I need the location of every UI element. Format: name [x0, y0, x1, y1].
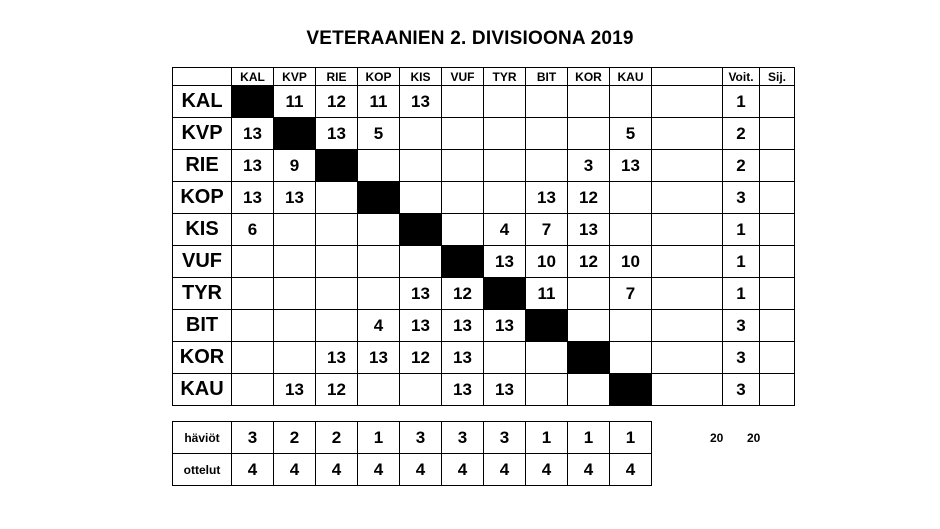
column-header: RIE: [316, 68, 358, 86]
score-cell: [400, 150, 442, 182]
score-cell: 5: [610, 118, 652, 150]
self-match-cell: [358, 182, 400, 214]
score-cell: [400, 182, 442, 214]
self-match-cell: [274, 118, 316, 150]
sij-cell: [760, 278, 795, 310]
total-wins: 20: [747, 431, 761, 445]
voit-cell: 3: [723, 310, 760, 342]
score-cell: 13: [232, 118, 274, 150]
games-cell: 4: [274, 454, 316, 486]
losses-cell: 2: [316, 422, 358, 454]
score-cell: [442, 182, 484, 214]
self-match-cell: [484, 278, 526, 310]
sij-cell: [760, 86, 795, 118]
sij-cell: [760, 214, 795, 246]
score-cell: [610, 342, 652, 374]
score-cell: [568, 310, 610, 342]
score-cell: [400, 374, 442, 406]
score-cell: 7: [526, 214, 568, 246]
voit-cell: 1: [723, 246, 760, 278]
team-label: KAL: [173, 86, 232, 118]
blank-cell: [652, 246, 723, 278]
losses-cell: 2: [274, 422, 316, 454]
score-cell: [610, 182, 652, 214]
blank-cell: [652, 342, 723, 374]
games-cell: 4: [358, 454, 400, 486]
table-row: [173, 342, 795, 374]
table-row: [173, 150, 795, 182]
score-cell: 13: [358, 342, 400, 374]
blank-cell: [652, 182, 723, 214]
games-cell: 4: [610, 454, 652, 486]
team-label: KOP: [173, 182, 232, 214]
score-cell: [484, 150, 526, 182]
score-cell: [610, 86, 652, 118]
team-label: BIT: [173, 310, 232, 342]
results-table: [172, 67, 795, 406]
sij-cell: [760, 246, 795, 278]
score-cell: [316, 214, 358, 246]
score-cell: [232, 310, 274, 342]
blank-cell: [652, 214, 723, 246]
score-cell: [274, 246, 316, 278]
score-cell: 13: [274, 374, 316, 406]
score-cell: [316, 246, 358, 278]
score-cell: 13: [442, 310, 484, 342]
score-cell: 13: [232, 182, 274, 214]
voit-cell: 1: [723, 278, 760, 310]
summary-table: [172, 421, 652, 486]
score-cell: 12: [442, 278, 484, 310]
score-cell: 12: [568, 246, 610, 278]
score-cell: [610, 310, 652, 342]
score-cell: [568, 278, 610, 310]
score-cell: [484, 118, 526, 150]
losses-cell: 1: [568, 422, 610, 454]
score-cell: [358, 246, 400, 278]
blank-cell: [652, 278, 723, 310]
sij-cell: [760, 374, 795, 406]
score-cell: 13: [400, 310, 442, 342]
table-row: [173, 278, 795, 310]
column-header: KOP: [358, 68, 400, 86]
table-row: [173, 118, 795, 150]
score-cell: [358, 214, 400, 246]
table-row: [173, 86, 795, 118]
score-cell: 5: [358, 118, 400, 150]
sij-header: Sij.: [760, 68, 795, 86]
score-cell: [316, 310, 358, 342]
table-row: [173, 214, 795, 246]
score-cell: 13: [484, 246, 526, 278]
page-title: VETERAANIEN 2. DIVISIOONA 2019: [306, 28, 634, 49]
column-header: KOR: [568, 68, 610, 86]
score-cell: [568, 374, 610, 406]
voit-cell: 1: [723, 214, 760, 246]
losses-cell: 3: [484, 422, 526, 454]
score-cell: [232, 342, 274, 374]
score-cell: 12: [316, 374, 358, 406]
score-cell: [442, 214, 484, 246]
self-match-cell: [526, 310, 568, 342]
self-match-cell: [400, 214, 442, 246]
team-label: KVP: [173, 118, 232, 150]
column-header: KAU: [610, 68, 652, 86]
blank-cell: [652, 310, 723, 342]
score-cell: [526, 118, 568, 150]
team-label: RIE: [173, 150, 232, 182]
sij-cell: [760, 150, 795, 182]
score-cell: [568, 86, 610, 118]
losses-cell: 3: [232, 422, 274, 454]
self-match-cell: [442, 246, 484, 278]
self-match-cell: [610, 374, 652, 406]
column-header: BIT: [526, 68, 568, 86]
score-cell: [232, 246, 274, 278]
team-label: VUF: [173, 246, 232, 278]
score-cell: [442, 118, 484, 150]
games-cell: 4: [442, 454, 484, 486]
team-label: KAU: [173, 374, 232, 406]
losses-row: [173, 422, 652, 454]
column-header: KIS: [400, 68, 442, 86]
score-cell: [568, 118, 610, 150]
team-label: TYR: [173, 278, 232, 310]
score-cell: 13: [400, 278, 442, 310]
score-cell: 13: [316, 342, 358, 374]
score-cell: 6: [232, 214, 274, 246]
score-cell: 11: [274, 86, 316, 118]
score-cell: [232, 374, 274, 406]
score-cell: [274, 342, 316, 374]
score-cell: [316, 182, 358, 214]
score-cell: [442, 86, 484, 118]
voit-cell: 1: [723, 86, 760, 118]
score-cell: [610, 214, 652, 246]
games-label: ottelut: [173, 454, 232, 486]
blank-cell: [652, 150, 723, 182]
score-cell: [274, 310, 316, 342]
score-cell: [526, 86, 568, 118]
column-header: KVP: [274, 68, 316, 86]
losses-label: häviöt: [173, 422, 232, 454]
score-cell: 13: [442, 342, 484, 374]
score-cell: 10: [526, 246, 568, 278]
sij-cell: [760, 118, 795, 150]
voit-header: Voit.: [723, 68, 760, 86]
losses-cell: 1: [526, 422, 568, 454]
self-match-cell: [568, 342, 610, 374]
games-cell: 4: [400, 454, 442, 486]
losses-cell: 1: [358, 422, 400, 454]
score-cell: 13: [232, 150, 274, 182]
score-cell: [442, 150, 484, 182]
score-cell: 13: [610, 150, 652, 182]
header-row: [173, 68, 795, 86]
score-cell: 13: [442, 374, 484, 406]
sij-cell: [760, 310, 795, 342]
team-label: KIS: [173, 214, 232, 246]
score-cell: [358, 374, 400, 406]
voit-cell: 2: [723, 118, 760, 150]
games-cell: 4: [484, 454, 526, 486]
score-cell: 12: [568, 182, 610, 214]
score-cell: [232, 278, 274, 310]
total-losses: 20: [710, 431, 724, 445]
score-cell: [358, 150, 400, 182]
column-header: VUF: [442, 68, 484, 86]
table-row: [173, 246, 795, 278]
score-cell: [274, 214, 316, 246]
score-cell: [484, 86, 526, 118]
score-cell: 11: [358, 86, 400, 118]
voit-cell: 3: [723, 374, 760, 406]
score-cell: 13: [484, 374, 526, 406]
blank-cell: [652, 374, 723, 406]
score-cell: 10: [610, 246, 652, 278]
losses-cell: 3: [442, 422, 484, 454]
games-cell: 4: [316, 454, 358, 486]
score-cell: 13: [568, 214, 610, 246]
score-cell: 7: [610, 278, 652, 310]
table-row: [173, 374, 795, 406]
score-cell: 11: [526, 278, 568, 310]
score-cell: [484, 342, 526, 374]
score-cell: [526, 150, 568, 182]
score-cell: [526, 342, 568, 374]
score-cell: [400, 118, 442, 150]
header-corner: [173, 68, 232, 86]
games-cell: 4: [526, 454, 568, 486]
score-cell: [484, 182, 526, 214]
score-cell: 13: [400, 86, 442, 118]
games-cell: 4: [568, 454, 610, 486]
score-cell: [358, 278, 400, 310]
score-cell: [274, 278, 316, 310]
losses-cell: 3: [400, 422, 442, 454]
blank-cell: [652, 118, 723, 150]
score-cell: 13: [526, 182, 568, 214]
score-cell: [316, 278, 358, 310]
column-header: KAL: [232, 68, 274, 86]
games-row: [173, 454, 652, 486]
score-cell: 13: [274, 182, 316, 214]
header-blank: [652, 68, 723, 86]
score-cell: 9: [274, 150, 316, 182]
voit-cell: 3: [723, 182, 760, 214]
score-cell: 12: [316, 86, 358, 118]
team-label: KOR: [173, 342, 232, 374]
score-cell: [526, 374, 568, 406]
blank-cell: [652, 86, 723, 118]
score-cell: 12: [400, 342, 442, 374]
score-cell: 13: [316, 118, 358, 150]
table-row: [173, 182, 795, 214]
losses-cell: 1: [610, 422, 652, 454]
score-cell: 4: [484, 214, 526, 246]
sij-cell: [760, 182, 795, 214]
score-cell: 13: [484, 310, 526, 342]
score-cell: [400, 246, 442, 278]
column-header: TYR: [484, 68, 526, 86]
sij-cell: [760, 342, 795, 374]
score-cell: 4: [358, 310, 400, 342]
score-cell: 3: [568, 150, 610, 182]
games-cell: 4: [232, 454, 274, 486]
self-match-cell: [232, 86, 274, 118]
table-row: [173, 310, 795, 342]
voit-cell: 2: [723, 150, 760, 182]
voit-cell: 3: [723, 342, 760, 374]
self-match-cell: [316, 150, 358, 182]
